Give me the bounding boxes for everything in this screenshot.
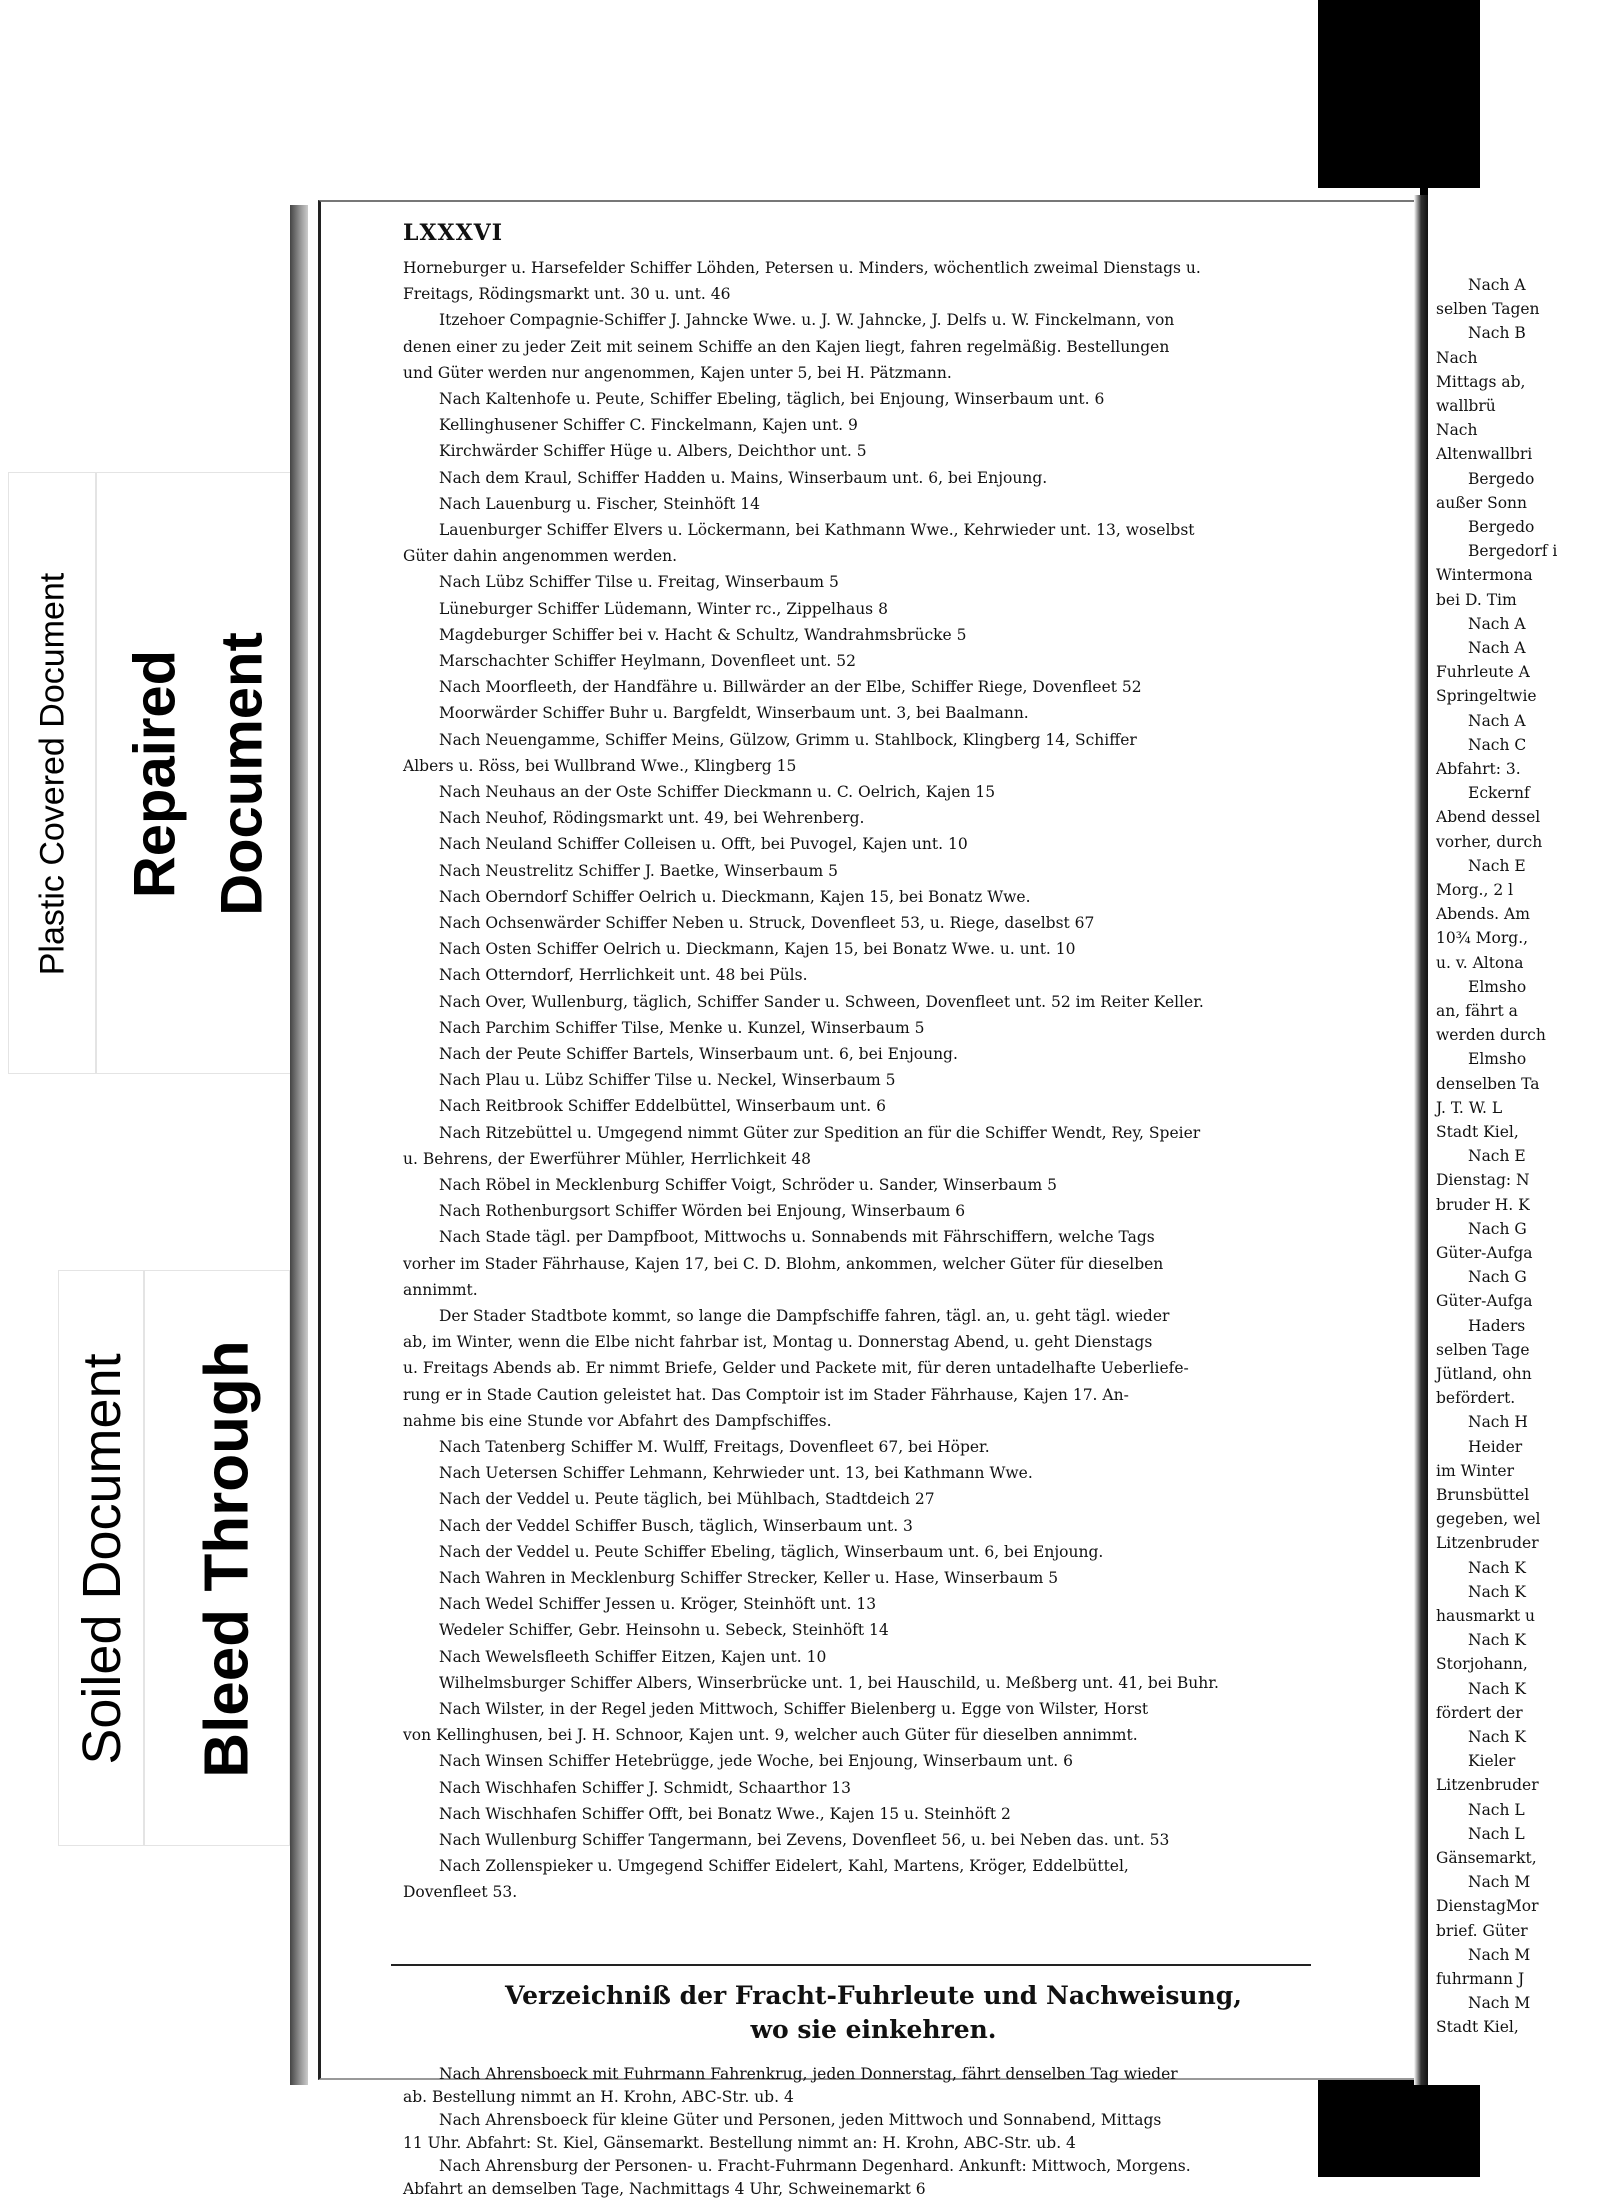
right-text-line: denselben Ta <box>1436 1074 1540 1093</box>
right-text-line: Nach B <box>1468 324 1526 343</box>
right-text-line: Elmsho <box>1468 977 1527 996</box>
document-page <box>318 200 1423 2198</box>
right-text-line: Nach L <box>1468 1824 1525 1843</box>
text-line: Nach Ahrensboeck für kleine Güter und Personen, jeden Mittwoch und Sonnabend, Mittags <box>439 2111 1162 2129</box>
text-line: Nach Wischhafen Schiffer Offt, bei Bonatz Wwe., Kajen 15 u. Steinhöft 2 <box>439 1804 1011 1823</box>
right-text-line: Nach M <box>1468 1994 1531 2013</box>
text-line: Nach Zollenspieker u. Umgegend Schiffer Eidelert, Kahl, Martens, Kröger, Eddelbüttel, <box>439 1857 1129 1876</box>
text-line: Nach Wedel Schiffer Jessen u. Kröger, Steinhöft unt. 13 <box>439 1595 877 1614</box>
section-heading: Verzeichniß der Fracht-Fuhrleute und Nachweisung, <box>505 1981 1242 2010</box>
text-line: Horneburger u. Harsefelder Schiffer Löhden, Petersen u. Minders, wöchentlich zweimal Dienstags u. <box>403 259 1201 277</box>
black-clip-bottom <box>1318 2080 1480 2177</box>
text-line: Nach Ritzebüttel u. Umgegend nimmt Güter zur Spedition an für die Schiffer Wendt, Rey, Speier <box>439 1123 1201 1142</box>
label-plastic-covered: Plastic Covered Document <box>33 572 72 976</box>
right-text-line: Stadt Kiel, <box>1436 2018 1519 2037</box>
text-line: Nach Osten Schiffer Oelrich u. Dieckmann, Kajen 15, bei Bonatz Wwe. u. unt. 10 <box>439 940 1076 959</box>
right-text-line: Abends. Am <box>1436 905 1530 924</box>
right-text-line: Dienstag: N <box>1436 1171 1530 1190</box>
right-text-line: Nach A <box>1468 276 1526 294</box>
right-text-line: Altenwallbri <box>1436 445 1533 464</box>
right-text-line: Haders <box>1468 1316 1526 1335</box>
right-text-line: Nach A <box>1468 711 1526 730</box>
right-text-line: Nach K <box>1468 1728 1526 1746</box>
right-text-line: Bergedo <box>1468 518 1535 536</box>
right-text-line: Brunsbüttel <box>1436 1486 1530 1504</box>
right-text-line: bruder H. K <box>1436 1195 1530 1214</box>
right-text-line: Nach G <box>1468 1268 1527 1287</box>
text-line: Der Stader Stadtbote kommt, so lange die Dampfschiffe fahren, tägl. an, u. geht tägl. wieder <box>439 1307 1170 1325</box>
label-panel-plastic <box>8 472 96 1074</box>
text-line: Marschachter Schiffer Heylmann, Dovenfleet unt. 52 <box>439 652 856 670</box>
label-soiled-document: Soiled Document <box>72 1353 132 1765</box>
text-line: Nach Neuengamme, Schiffer Meins, Gülzow, Grimm u. Stahlbock, Klingberg 14, Schiffer <box>439 730 1137 749</box>
text-line: Nach Moorfleeth, der Handfähre u. Billwärder an der Elbe, Schiffer Riege, Dovenfleet 52 <box>439 678 1142 697</box>
text-line: Kellinghusener Schiffer C. Finckelmann, Kajen unt. 9 <box>439 416 858 435</box>
text-line: denen einer zu jeder Zeit mit seinem Schiffe an den Kajen liegt, fahren regelmäßig. Bestellungen <box>403 337 1170 356</box>
text-line: ab. Bestellung nimmt an H. Krohn, ABC-Str. ub. 4 <box>403 2088 794 2106</box>
right-text-line: werden durch <box>1436 1026 1546 1045</box>
right-page-fragment <box>1428 195 1600 2085</box>
label-repaired-document: Document <box>209 632 275 916</box>
text-line: Nach Neustrelitz Schiffer J. Baetke, Winserbaum 5 <box>439 861 838 880</box>
right-text-line: Nach E <box>1468 856 1526 875</box>
right-text-line: Heider <box>1468 1437 1523 1456</box>
right-text-line: Abfahrt: 3. <box>1436 760 1521 778</box>
right-text-line: Nach K <box>1468 1679 1526 1698</box>
text-line: von Kellinghusen, bei J. H. Schnoor, Kajen unt. 9, welcher auch Güter für dieselben annimmt. <box>403 1726 1138 1745</box>
book-spine-edge <box>290 205 308 2085</box>
label-panel-repaired <box>96 472 308 1074</box>
text-line: Nach Wahren in Mecklenburg Schiffer Strecker, Keller u. Hase, Winserbaum 5 <box>439 1569 1059 1587</box>
text-line: Nach Plau u. Lübz Schiffer Tilse u. Neckel, Winserbaum 5 <box>439 1071 896 1090</box>
right-text-line: Kieler <box>1468 1752 1516 1771</box>
text-line: Itzehoer Compagnie-Schiffer J. Jahncke Wwe. u. J. W. Jahncke, J. Delfs u. W. Finckelmann, von <box>439 311 1175 330</box>
text-line: Nach Wullenburg Schiffer Tangermann, bei Zevens, Dovenfleet 56, u. bei Neben das. unt. 53 <box>439 1831 1170 1849</box>
right-text-line: Bergedo <box>1468 469 1535 488</box>
right-text-line: 10¾ Morg., <box>1436 929 1529 948</box>
right-text-line: Nach L <box>1468 1800 1525 1819</box>
text-line: nahme bis eine Stunde vor Abfahrt des Dampfschiffes. <box>403 1411 832 1430</box>
right-text-line: Nach <box>1436 348 1478 367</box>
text-line: Lauenburger Schiffer Elvers u. Löckermann, bei Kathmann Wwe., Kehrwieder unt. 13, woselbst <box>439 521 1195 539</box>
label-repaired: Repaired <box>122 649 188 899</box>
right-text-line: hausmarkt u <box>1436 1607 1536 1625</box>
right-text-line: bei D. Tim <box>1436 590 1517 609</box>
right-text-line: fuhrmann J <box>1436 1970 1525 1988</box>
text-line: Magdeburger Schiffer bei v. Hacht & Schultz, Wandrahmsbrücke 5 <box>439 625 967 644</box>
text-line: Güter dahin angenommen werden. <box>403 547 678 566</box>
page-number: LXXXVI <box>403 220 504 246</box>
text-line: vorher im Stader Fährhause, Kajen 17, bei C. D. Blohm, ankommen, welcher Güter für dieselben <box>403 1254 1164 1273</box>
right-text-line: Nach E <box>1468 1147 1526 1166</box>
right-text-line: J. T. W. L <box>1436 1098 1503 1117</box>
right-text-line: Storjohann, <box>1436 1655 1528 1674</box>
right-text-line: Bergedorf i <box>1468 542 1558 561</box>
right-text-line: Springeltwie <box>1436 687 1537 706</box>
right-text-line: fördert der <box>1436 1703 1523 1722</box>
text-line: Wedeler Schiffer, Gebr. Heinsohn u. Sebeck, Steinhöft 14 <box>439 1621 889 1640</box>
text-line: annimmt. <box>403 1280 478 1299</box>
right-text-line: außer Sonn <box>1436 493 1528 512</box>
right-text-line: Nach <box>1436 421 1478 440</box>
right-text-line: vorher, durch <box>1436 832 1543 851</box>
right-text-line: Abend dessel <box>1436 808 1541 827</box>
text-line: Nach Otterndorf, Herrlichkeit unt. 48 bei Püls. <box>439 966 808 985</box>
text-line: Nach Röbel in Mecklenburg Schiffer Voigt, Schröder u. Sander, Winserbaum 5 <box>439 1176 1058 1194</box>
text-line: Abfahrt an demselben Tage, Nachmittags 4 Uhr, Schweinemarkt 6 <box>403 2180 926 2198</box>
section-subheading: wo sie einkehren. <box>750 2015 997 2044</box>
text-line: und Güter werden nur angenommen, Kajen unter 5, bei H. Pätzmann. <box>403 363 952 382</box>
text-line: Nach Kaltenhofe u. Peute, Schiffer Ebeling, täglich, bei Enjoung, Winserbaum unt. 6 <box>439 390 1105 408</box>
right-text-line: Elmsho <box>1468 1050 1527 1069</box>
text-line: Nach Rothenburgsort Schiffer Wörden bei Enjoung, Winserbaum 6 <box>439 1202 966 1221</box>
label-panel-soiled <box>58 1270 144 1846</box>
right-text-line: Nach K <box>1468 1558 1526 1577</box>
right-text-line: Nach M <box>1468 1873 1531 1892</box>
right-text-line: selben Tagen <box>1436 300 1540 319</box>
text-line: Nach Over, Wullenburg, täglich, Schiffer Sander u. Schween, Dovenfleet unt. 52 im Reiter Keller. <box>439 992 1204 1011</box>
text-line: Nach Lübz Schiffer Tilse u. Freitag, Winserbaum 5 <box>439 573 839 592</box>
label-bleed-through: Bleed Through <box>192 1340 262 1778</box>
right-text-line: Güter-Aufga <box>1436 1292 1533 1311</box>
text-line: Albers u. Röss, bei Wullbrand Wwe., Klingberg 15 <box>403 756 797 775</box>
right-text-line: Nach A <box>1468 639 1526 657</box>
text-line: Nach Ahrensburg der Personen- u. Fracht-Fuhrmann Degenhard. Ankunft: Mittwoch, Morgens. <box>439 2157 1191 2175</box>
text-line: Kirchwärder Schiffer Hüge u. Albers, Deichthor unt. 5 <box>439 442 867 461</box>
right-text-line: Nach H <box>1468 1413 1528 1432</box>
right-text-line: Litzenbruder <box>1436 1776 1539 1795</box>
right-text-line: Fuhrleute A <box>1436 663 1530 682</box>
text-line: Nach Ochsenwärder Schiffer Neben u. Struck, Dovenfleet 53, u. Riege, daselbst 67 <box>439 914 1095 932</box>
right-text-line: Jütland, ohn <box>1436 1365 1532 1383</box>
text-line: u. Freitags Abends ab. Er nimmt Briefe, Gelder und Packete mit, für deren untadelhafte Ueberliefe- <box>403 1359 1189 1378</box>
text-line: u. Behrens, der Ewerführer Mühler, Herrlichkeit 48 <box>403 1149 811 1168</box>
black-clip-top <box>1318 0 1480 188</box>
right-text-line: gegeben, wel <box>1436 1510 1541 1529</box>
text-line: Nach Wischhafen Schiffer J. Schmidt, Schaarthor 13 <box>439 1778 852 1797</box>
text-line: Nach Reitbrook Schiffer Eddelbüttel, Winserbaum unt. 6 <box>439 1097 886 1116</box>
text-line: Moorwärder Schiffer Buhr u. Bargfeldt, Winserbaum unt. 3, bei Baalmann. <box>439 704 1029 723</box>
text-line: Nach Neuhof, Rödingsmarkt unt. 49, bei Wehrenberg. <box>439 809 865 828</box>
right-text-line: brief. Güter <box>1436 1921 1528 1940</box>
text-line: Nach Stade tägl. per Dampfboot, Mittwochs u. Sonnabends mit Fährschiffern, welche Tags <box>439 1228 1155 1247</box>
right-text-line: Wintermona <box>1436 566 1533 585</box>
right-text-line: Nach M <box>1468 1945 1531 1964</box>
right-text-line: an, fährt a <box>1436 1002 1518 1020</box>
right-text-line: u. v. Altona <box>1436 953 1524 972</box>
text-line: Dovenfleet 53. <box>403 1883 518 1902</box>
right-text-line: Stadt Kiel, <box>1436 1123 1519 1141</box>
right-text-line: Eckernf <box>1468 784 1530 803</box>
text-line: Nach der Veddel u. Peute täglich, bei Mühlbach, Stadtdeich 27 <box>439 1490 935 1509</box>
text-line: Nach Neuland Schiffer Colleisen u. Offt, bei Puvogel, Kajen unt. 10 <box>439 835 968 854</box>
right-text-line: Güter-Aufga <box>1436 1244 1533 1262</box>
text-line: Nach Neuhaus an der Oste Schiffer Dieckmann u. C. Oelrich, Kajen 15 <box>439 783 996 801</box>
text-line: Nach Parchim Schiffer Tilse, Menke u. Kunzel, Winserbaum 5 <box>439 1018 925 1037</box>
right-text-line: Litzenbruder <box>1436 1534 1539 1553</box>
right-text-line: Morg., 2 l <box>1436 881 1514 899</box>
right-text-line: Mittags ab, <box>1436 372 1526 391</box>
right-text-line: Nach K <box>1468 1582 1526 1601</box>
text-line: Wilhelmsburger Schiffer Albers, Winserbrücke unt. 1, bei Hauschild, u. Meßberg unt. 41, bei Buhr. <box>439 1673 1219 1692</box>
text-line: Nach der Veddel Schiffer Busch, täglich, Winserbaum unt. 3 <box>439 1516 913 1535</box>
label-panel-bleed <box>144 1270 290 1846</box>
text-line: Lüneburger Schiffer Lüdemann, Winter rc., Zippelhaus 8 <box>439 599 888 618</box>
text-line: Freitags, Rödingsmarkt unt. 30 u. unt. 46 <box>403 285 731 304</box>
right-text-line: Nach C <box>1468 735 1527 754</box>
right-text-line: Gänsemarkt, <box>1436 1849 1537 1867</box>
right-text-line: im Winter <box>1436 1461 1514 1480</box>
text-line: Nach Wewelsfleeth Schiffer Eitzen, Kajen unt. 10 <box>439 1647 827 1666</box>
section-divider <box>391 1964 1311 1966</box>
right-text-line: selben Tage <box>1436 1340 1530 1359</box>
right-text-line: wallbrü <box>1436 397 1496 415</box>
right-text-line: DienstagMor <box>1436 1897 1539 1916</box>
right-text-line: Nach G <box>1468 1219 1527 1238</box>
text-line: Nach Oberndorf Schiffer Oelrich u. Dieckmann, Kajen 15, bei Bonatz Wwe. <box>439 887 1031 906</box>
text-line: Nach der Peute Schiffer Bartels, Winserbaum unt. 6, bei Enjoung. <box>439 1045 958 1063</box>
text-line: Nach Uetersen Schiffer Lehmann, Kehrwieder unt. 13, bei Kathmann Wwe. <box>439 1464 1033 1483</box>
right-text-line: befördert. <box>1436 1389 1516 1408</box>
text-line: Nach der Veddel u. Peute Schiffer Ebeling, täglich, Winserbaum unt. 6, bei Enjoung. <box>439 1542 1104 1561</box>
text-line: Nach Wilster, in der Regel jeden Mittwoch, Schiffer Bielenberg u. Egge von Wilster, Horst <box>439 1700 1149 1718</box>
text-line: Nach Tatenberg Schiffer M. Wulff, Freitags, Dovenfleet 67, bei Höper. <box>439 1438 990 1456</box>
page-edge-shadow <box>1414 195 1428 2085</box>
text-line: 11 Uhr. Abfahrt: St. Kiel, Gänsemarkt. Bestellung nimmt an: H. Krohn, ABC-Str. ub. 4 <box>403 2134 1076 2152</box>
text-line: rung er in Stade Caution geleistet hat. Das Comptoir ist im Stader Fährhause, Kajen 17. An- <box>403 1385 1129 1404</box>
text-line: Nach Ahrensboeck mit Fuhrmann Fahrenkrug, jeden Donnerstag, fährt denselben Tag wieder <box>439 2065 1178 2083</box>
right-text-line: Nach A <box>1468 614 1526 633</box>
right-text-line: Nach K <box>1468 1631 1526 1650</box>
text-line: Nach Winsen Schiffer Hetebrügge, jede Woche, bei Enjoung, Winserbaum unt. 6 <box>439 1752 1073 1771</box>
text-line: ab, im Winter, wenn die Elbe nicht fahrbar ist, Montag u. Donnerstag Abend, u. geht Dienstags <box>403 1333 1153 1352</box>
text-line: Nach Lauenburg u. Fischer, Steinhöft 14 <box>439 494 761 513</box>
text-line: Nach dem Kraul, Schiffer Hadden u. Mains, Winserbaum unt. 6, bei Enjoung. <box>439 468 1048 487</box>
